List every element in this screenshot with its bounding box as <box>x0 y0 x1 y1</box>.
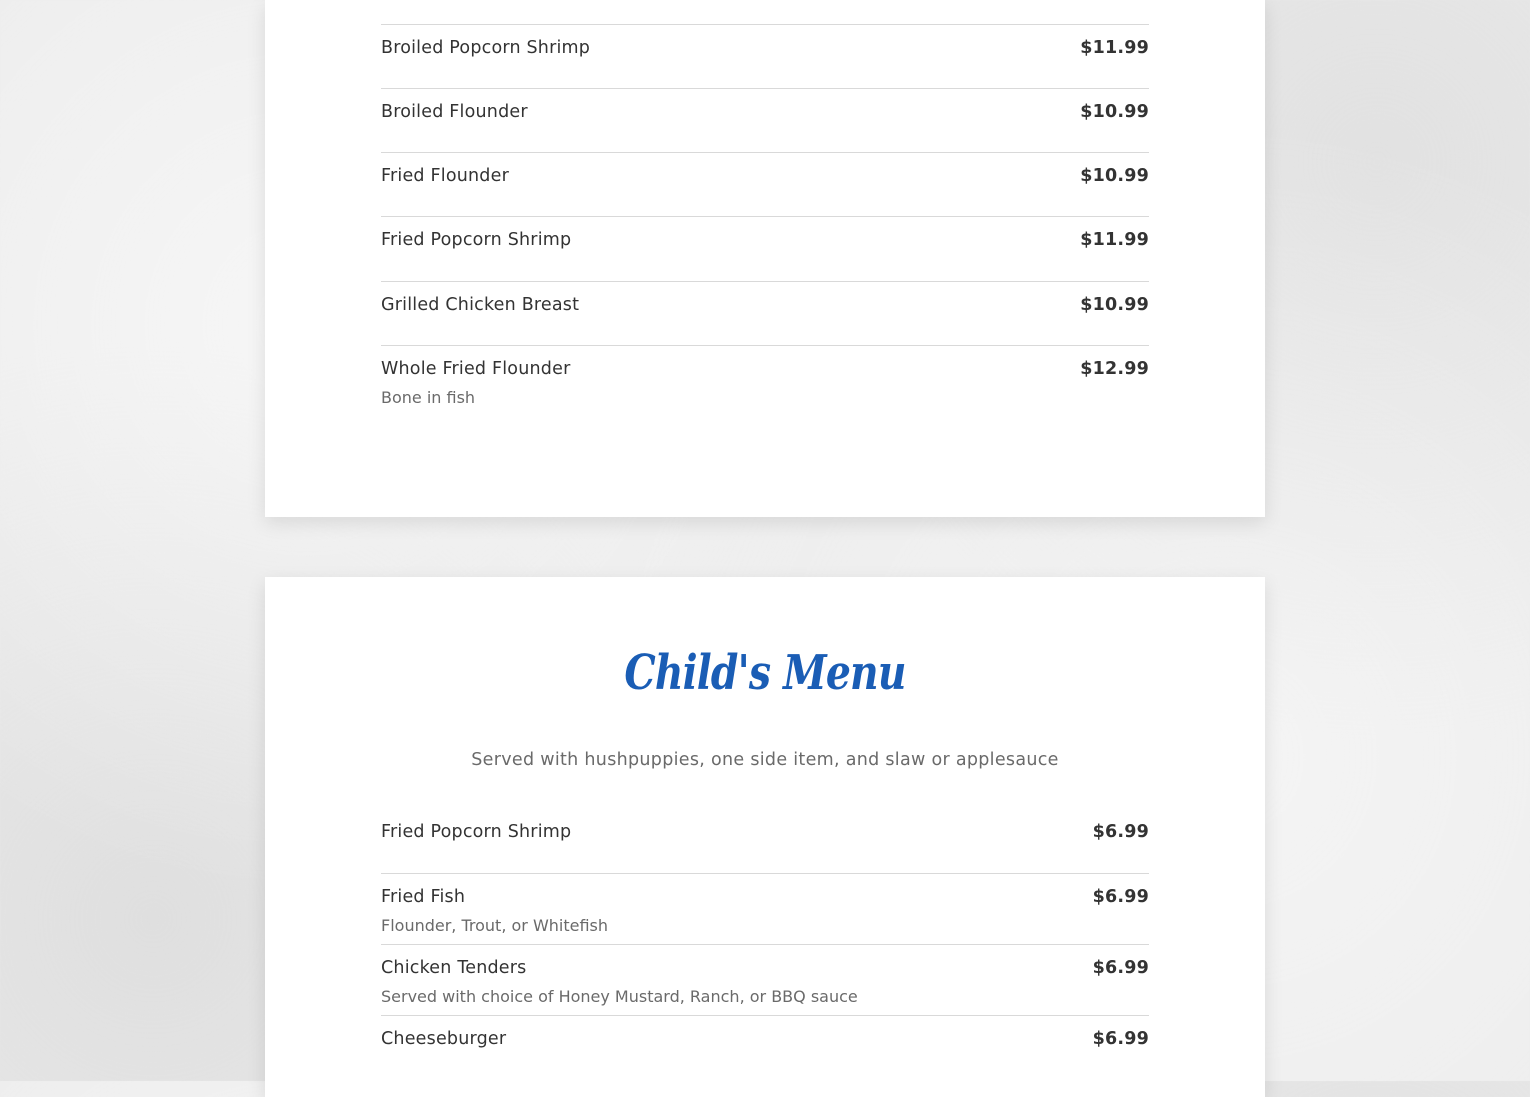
menu-item-price: $6.99 <box>1092 958 1149 978</box>
menu-item-name: Cheeseburger <box>381 1029 507 1049</box>
seafood-item-list <box>381 24 1149 416</box>
menu-item <box>381 345 1149 416</box>
childs-menu-card <box>265 577 1265 1097</box>
menu-item-price: $6.99 <box>1092 1029 1149 1049</box>
menu-item-price: $6.99 <box>1092 822 1149 842</box>
menu-item-description: Bone in fish <box>381 388 476 407</box>
menu-item-name: Grilled Chicken Breast <box>381 295 580 315</box>
menu-item <box>381 24 1149 88</box>
menu-item <box>381 216 1149 281</box>
menu-item-name: Broiled Flounder <box>381 102 528 122</box>
menu-item-price: $12.99 <box>1080 359 1149 379</box>
menu-item <box>381 1015 1149 1079</box>
menu-item <box>381 809 1149 873</box>
childs-item-list <box>381 809 1149 1079</box>
menu-item-price: $11.99 <box>1080 230 1149 250</box>
menu-item-price: $10.99 <box>1080 102 1149 122</box>
menu-item-price: $10.99 <box>1080 166 1149 186</box>
section-title: Child's Menu <box>624 645 906 701</box>
menu-item-price: $11.99 <box>1080 38 1149 58</box>
menu-item <box>381 281 1149 345</box>
menu-item <box>381 152 1149 216</box>
menu-item-name: Fried Fish <box>381 887 466 907</box>
menu-item-name: Fried Popcorn Shrimp <box>381 230 572 250</box>
menu-item <box>381 88 1149 152</box>
section-subtitle: Served with hushpuppies, one side item, and slaw or applesauce <box>471 750 1059 770</box>
menu-item-description: Flounder, Trout, or Whitefish <box>381 916 609 935</box>
menu-item-name: Broiled Popcorn Shrimp <box>381 38 591 58</box>
menu-item <box>381 944 1149 1015</box>
menu-item-name: Whole Fried Flounder <box>381 359 571 379</box>
menu-item-name: Chicken Tenders <box>381 958 527 978</box>
menu-item-name: Fried Popcorn Shrimp <box>381 822 572 842</box>
menu-item-description: Served with choice of Honey Mustard, Ranch, or BBQ sauce <box>381 987 858 1006</box>
menu-item-price: $10.99 <box>1080 295 1149 315</box>
menu-item-name: Fried Flounder <box>381 166 509 186</box>
menu-item-price: $6.99 <box>1092 887 1149 907</box>
menu-item <box>381 873 1149 944</box>
seafood-menu-card <box>265 0 1265 517</box>
